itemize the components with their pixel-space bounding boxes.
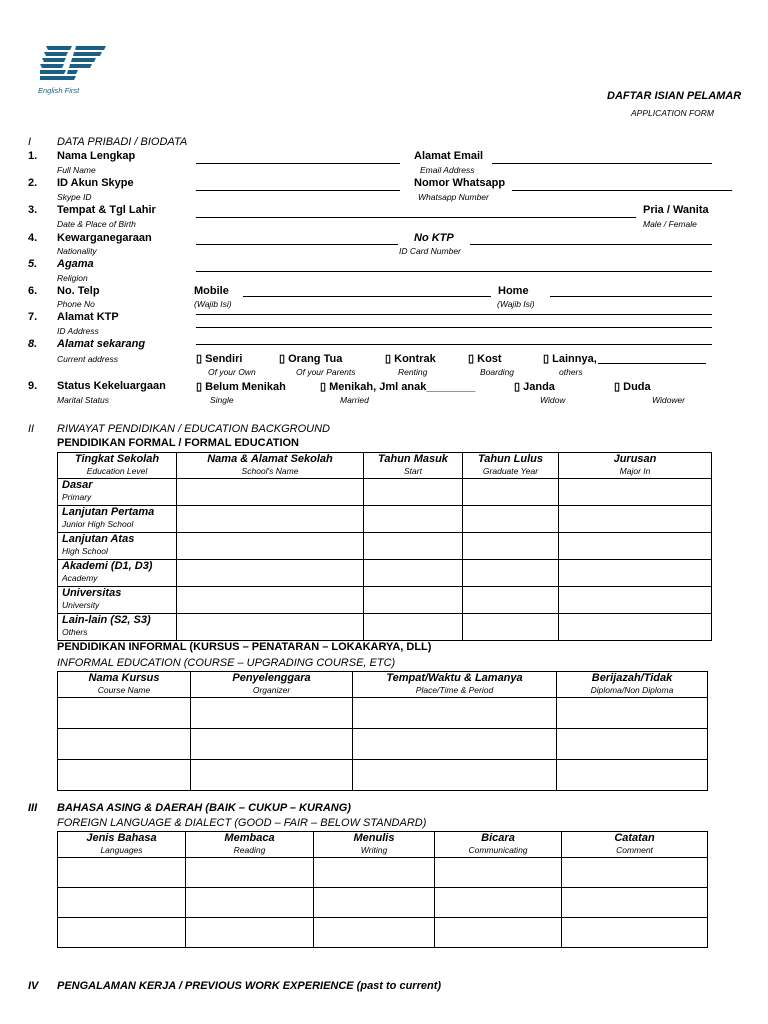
section-2-title: RIWAYAT PENDIDIKAN / EDUCATION BACKGROUND xyxy=(57,423,330,435)
table-cell[interactable] xyxy=(562,858,708,888)
column-header: Catatan Comment xyxy=(562,832,708,858)
birth-label: Tempat & Tgl Lahir xyxy=(57,204,156,216)
row-label: Akademi (D1, D3) Academy xyxy=(58,560,177,587)
field-9-number: 9. xyxy=(28,380,38,392)
religion-sublabel: Religion xyxy=(57,273,88,283)
marital-label: Status Kekeluargaan xyxy=(57,380,166,392)
table-cell[interactable] xyxy=(364,479,463,506)
table-cell[interactable] xyxy=(557,760,708,791)
table-cell[interactable] xyxy=(58,888,186,918)
email-sublabel: Email Address xyxy=(420,165,475,175)
table-cell[interactable] xyxy=(177,614,364,641)
table-cell[interactable] xyxy=(191,760,353,791)
table-cell[interactable] xyxy=(559,587,712,614)
section-4-number: IV xyxy=(28,980,39,992)
id-address-field-2[interactable] xyxy=(196,327,712,328)
email-label: Alamat Email xyxy=(414,150,484,162)
table-cell[interactable] xyxy=(191,729,353,760)
column-header: Jurusan Major In xyxy=(559,453,712,479)
column-header: Menulis Writing xyxy=(314,832,435,858)
section-3-number: III xyxy=(28,802,38,814)
gender-label[interactable]: Pria / Wanita xyxy=(643,204,709,216)
table-cell[interactable] xyxy=(364,587,463,614)
table-cell[interactable] xyxy=(314,858,435,888)
current-address-label: Alamat sekarang xyxy=(57,338,146,350)
table-cell[interactable] xyxy=(177,560,364,587)
skype-field[interactable] xyxy=(196,190,400,191)
email-field[interactable] xyxy=(492,163,712,164)
table-cell[interactable] xyxy=(177,533,364,560)
residence-option-renting-sub: Renting xyxy=(398,367,428,377)
table-cell[interactable] xyxy=(364,614,463,641)
column-header: Tahun Lulus Graduate Year xyxy=(463,453,559,479)
marital-option-widow-sub: Widow xyxy=(540,395,566,405)
table-cell[interactable] xyxy=(463,587,559,614)
table-cell[interactable] xyxy=(364,506,463,533)
table-cell[interactable] xyxy=(186,888,314,918)
table-cell[interactable] xyxy=(314,918,435,948)
table-row xyxy=(58,888,708,918)
nationality-sublabel: Nationality xyxy=(57,246,97,256)
residence-option-own-sub: Of your Own xyxy=(208,367,256,377)
whatsapp-label: Nomor Whatsapp xyxy=(414,177,506,189)
language-table xyxy=(57,831,708,948)
field-4-number: 4. xyxy=(28,232,38,244)
table-cell[interactable] xyxy=(559,614,712,641)
marital-sublabel: Marital Status xyxy=(57,395,109,405)
column-header: Tingkat Sekolah Education Level xyxy=(58,453,177,479)
residence-option-parents[interactable]: ▯ Orang Tua xyxy=(279,353,343,365)
table-cell[interactable] xyxy=(58,858,186,888)
residence-option-others[interactable]: ▯ Lainnya, xyxy=(543,353,597,365)
table-cell[interactable] xyxy=(353,760,557,791)
current-address-field[interactable] xyxy=(196,344,712,345)
column-header: Penyelenggara Organizer xyxy=(191,672,353,698)
form-subtitle: APPLICATION FORM xyxy=(631,108,714,118)
gender-sublabel: Male / Female xyxy=(643,219,697,229)
checkbox-icon[interactable]: ▯ xyxy=(320,381,327,393)
skype-sublabel: Skype ID xyxy=(57,192,92,202)
table-row xyxy=(58,614,712,641)
table-cell[interactable] xyxy=(191,698,353,729)
row-label: Universitas University xyxy=(58,587,177,614)
current-address-sublabel: Current address xyxy=(57,354,118,364)
table-cell[interactable] xyxy=(314,888,435,918)
section-3-subtitle: FOREIGN LANGUAGE & DIALECT (GOOD – FAIR – BELOW STANDARD) xyxy=(57,817,427,829)
row-label: Lanjutan Atas High School xyxy=(58,533,177,560)
field-8-number: 8. xyxy=(28,338,38,350)
home-label: Home xyxy=(498,285,529,297)
table-row xyxy=(58,479,712,506)
section-1-number: I xyxy=(28,136,32,148)
table-cell[interactable] xyxy=(177,587,364,614)
whatsapp-sublabel: Whatsapp Number xyxy=(418,192,489,202)
row-label: Lanjutan Pertama Junior High School xyxy=(58,506,177,533)
row-label: Dasar Primary xyxy=(58,479,177,506)
checkbox-icon[interactable]: ▯ xyxy=(543,353,550,365)
field-5-number: 5. xyxy=(28,258,38,270)
column-header: Tempat/Waktu & Lamanya Place/Time & Period xyxy=(353,672,557,698)
table-cell[interactable] xyxy=(557,729,708,760)
table-cell[interactable] xyxy=(177,506,364,533)
table-cell[interactable] xyxy=(186,858,314,888)
marital-option-widow[interactable]: ▯ Janda xyxy=(514,381,555,393)
residence-option-boarding-sub: Boarding xyxy=(480,367,515,377)
table-cell[interactable] xyxy=(186,918,314,948)
mobile-label: Mobile xyxy=(194,285,229,297)
ef-logo xyxy=(38,42,108,86)
checkbox-icon[interactable]: ▯ xyxy=(385,353,392,365)
residence-option-own[interactable]: ▯ Sendiri xyxy=(196,353,243,365)
table-cell[interactable] xyxy=(353,729,557,760)
mobile-field[interactable] xyxy=(243,296,491,297)
mobile-sublabel: (Wajib Isi) xyxy=(194,299,232,309)
column-header: Nama Kursus Course Name xyxy=(58,672,191,698)
nationality-label: Kewarganegaraan xyxy=(57,232,152,244)
id-address-field-1[interactable] xyxy=(196,314,712,315)
section-3-title: BAHASA ASING & DAERAH (BAIK – CUKUP – KURANG) xyxy=(57,802,351,814)
field-6-number: 6. xyxy=(28,285,38,297)
field-1-number: 1. xyxy=(28,150,38,162)
table-header-row xyxy=(58,453,712,479)
table-cell[interactable] xyxy=(177,479,364,506)
table-row xyxy=(58,533,712,560)
residence-option-parents-sub: Of your Parents xyxy=(296,367,356,377)
marital-option-single-sub: Single xyxy=(210,395,234,405)
table-row xyxy=(58,506,712,533)
ktp-label: No KTP xyxy=(414,232,454,244)
table-cell[interactable] xyxy=(58,760,191,791)
column-header: Tahun Masuk Start xyxy=(364,453,463,479)
checkbox-icon[interactable]: ▯ xyxy=(614,381,621,393)
column-header: Nama & Alamat Sekolah School's Name xyxy=(177,453,364,479)
table-row xyxy=(58,729,708,760)
table-cell[interactable] xyxy=(559,560,712,587)
table-cell[interactable] xyxy=(463,614,559,641)
table-cell[interactable] xyxy=(58,698,191,729)
table-row xyxy=(58,587,712,614)
form-title: DAFTAR ISIAN PELAMAR xyxy=(607,90,742,102)
formal-education-table xyxy=(57,452,712,641)
residence-option-others-sub: others xyxy=(559,367,583,377)
table-cell[interactable] xyxy=(364,533,463,560)
table-cell[interactable] xyxy=(463,533,559,560)
table-cell[interactable] xyxy=(562,918,708,948)
table-cell[interactable] xyxy=(58,729,191,760)
full-name-sublabel: Full Name xyxy=(57,165,96,175)
marital-option-married[interactable]: ▯ Menikah, Jml anak________ xyxy=(320,381,476,393)
table-cell[interactable] xyxy=(435,858,562,888)
home-field[interactable] xyxy=(550,296,712,297)
table-cell[interactable] xyxy=(435,888,562,918)
table-row xyxy=(58,858,708,888)
marital-option-married-sub: Married xyxy=(340,395,369,405)
checkbox-icon[interactable]: ▯ xyxy=(468,353,475,365)
table-cell[interactable] xyxy=(559,533,712,560)
full-name-label: Nama Lengkap xyxy=(57,150,136,162)
table-header-row xyxy=(58,672,708,698)
table-cell[interactable] xyxy=(353,698,557,729)
table-cell[interactable] xyxy=(562,888,708,918)
table-cell[interactable] xyxy=(364,560,463,587)
ef-logo-icon xyxy=(38,42,108,86)
informal-education-subtitle: INFORMAL EDUCATION (COURSE – UPGRADING COURSE, ETC) xyxy=(57,657,396,669)
birth-field[interactable] xyxy=(196,217,636,218)
phone-label: No. Telp xyxy=(57,285,100,297)
table-cell[interactable] xyxy=(559,506,712,533)
skype-label: ID Akun Skype xyxy=(57,177,134,189)
column-header: Membaca Reading xyxy=(186,832,314,858)
nationality-field[interactable] xyxy=(196,244,398,245)
id-address-label: Alamat KTP xyxy=(57,311,119,323)
column-header: Berijazah/Tidak Diploma/Non Diploma xyxy=(557,672,708,698)
ktp-field[interactable] xyxy=(470,244,712,245)
column-header: Bicara Communicating xyxy=(435,832,562,858)
religion-label: Agama xyxy=(57,258,94,270)
phone-sublabel: Phone No xyxy=(57,299,95,309)
checkbox-icon[interactable]: ▯ xyxy=(514,381,521,393)
whatsapp-field[interactable] xyxy=(512,190,732,191)
residence-option-boarding[interactable]: ▯ Kost xyxy=(468,353,502,365)
table-cell[interactable] xyxy=(463,479,559,506)
marital-option-single[interactable]: ▯ Belum Menikah xyxy=(196,381,286,393)
field-7-number: 7. xyxy=(28,311,38,323)
field-2-number: 2. xyxy=(28,177,38,189)
section-1-title: DATA PRIBADI / BIODATA xyxy=(57,136,188,148)
table-cell[interactable] xyxy=(435,918,562,948)
table-cell[interactable] xyxy=(557,698,708,729)
table-row xyxy=(58,698,708,729)
table-cell[interactable] xyxy=(58,918,186,948)
ktp-sublabel: ID Card Number xyxy=(399,246,461,256)
row-label: Lain-lain (S2, S3) Others xyxy=(58,614,177,641)
field-3-number: 3. xyxy=(28,204,38,216)
table-row xyxy=(58,918,708,948)
formal-education-title: PENDIDIKAN FORMAL / FORMAL EDUCATION xyxy=(57,437,299,449)
section-2-number: II xyxy=(28,423,35,435)
informal-education-table xyxy=(57,671,708,791)
checkbox-icon[interactable]: ▯ xyxy=(196,353,203,365)
column-header: Jenis Bahasa Languages xyxy=(58,832,186,858)
marital-option-widower[interactable]: ▯ Duda xyxy=(614,381,651,393)
marital-option-widower-sub: Widower xyxy=(652,395,685,405)
table-cell[interactable] xyxy=(463,506,559,533)
section-4-title: PENGALAMAN KERJA / PREVIOUS WORK EXPERIENCE (past to current) xyxy=(57,980,442,992)
checkbox-icon[interactable]: ▯ xyxy=(279,353,286,365)
table-row xyxy=(58,760,708,791)
informal-education-title: PENDIDIKAN INFORMAL (KURSUS – PENATARAN – LOKAKARYA, DLL) xyxy=(57,641,432,653)
logo-caption: English First xyxy=(38,86,80,95)
checkbox-icon[interactable]: ▯ xyxy=(196,381,203,393)
residence-others-field[interactable] xyxy=(598,363,706,364)
home-sublabel: (Wajib Isi) xyxy=(497,299,535,309)
religion-field[interactable] xyxy=(196,271,712,272)
birth-sublabel: Date & Place of Birth xyxy=(57,219,136,229)
id-address-sublabel: ID Address xyxy=(57,326,99,336)
residence-option-renting[interactable]: ▯ Kontrak xyxy=(385,353,436,365)
full-name-field[interactable] xyxy=(196,163,400,164)
table-header-row xyxy=(58,832,708,858)
table-cell[interactable] xyxy=(463,560,559,587)
table-cell[interactable] xyxy=(559,479,712,506)
table-row xyxy=(58,560,712,587)
